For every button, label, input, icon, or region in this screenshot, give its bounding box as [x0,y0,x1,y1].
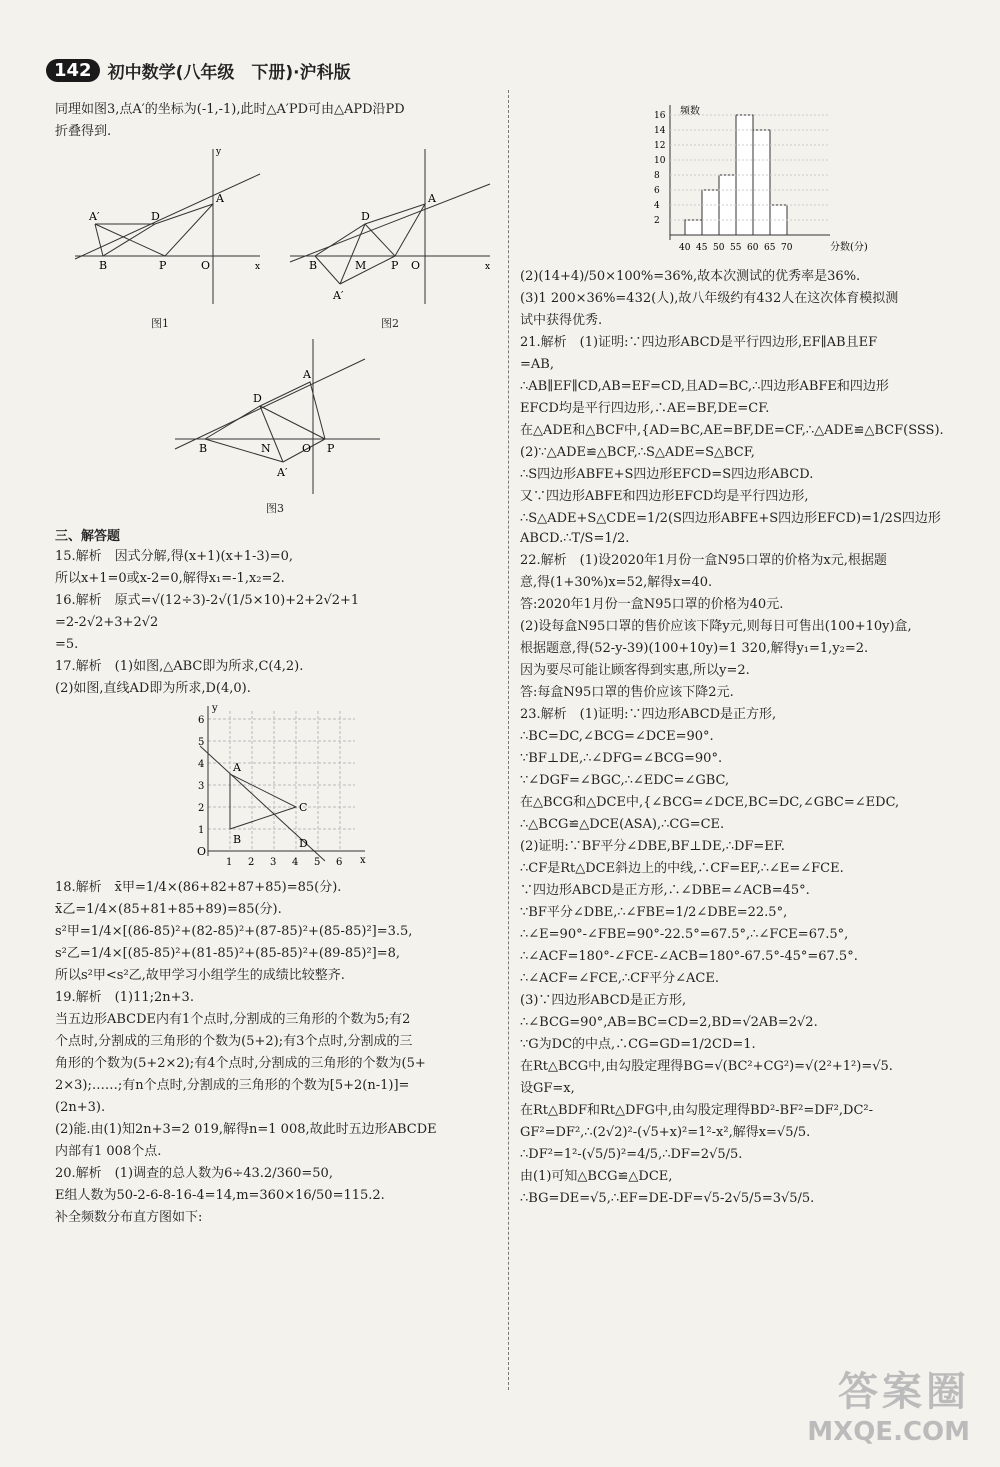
right-column [520,100,970,1211]
q22-line: 根据题意,得(52-y-39)(100+10y)=1 320,解得y₁=1,y₂=2. [520,641,869,656]
q21-line: ∴S△ADE+S△CDE=1/2(S四边形ABFE+S四边形EFCD)=1/2S四边形ABCD.∴T/S=1/2. [520,511,941,546]
svg-text:M: M [355,259,367,272]
section-heading: 三、解答题 [55,529,121,544]
q22-line: 因为要尽可能让顾客得到实惠,所以y=2. [520,663,750,678]
q22-line: 22.解析 (1)设2020年1月份一盒N95口罩的价格为x元,根据题 [520,553,887,568]
y-tick: 2 [198,803,205,814]
hist-bar [753,130,770,235]
hist-x-tick: 50 [713,243,725,253]
svg-text:N: N [261,442,271,455]
y-tick: 5 [198,737,205,748]
hist-x-tick: 55 [730,243,742,253]
q19-line: (2)能.由(1)知2n+3=2 019,解得n=1 008,故此时五边形ABCDE [55,1122,437,1137]
q19-line: 2×3);……;有n个点时,分割成的三角形的个数为[5+2(n-1)]= [55,1078,410,1093]
hist-bar [702,190,719,235]
q22-line: (2)设每盒N95口罩的售价应该下降y元,则每日可售出(100+10y)盒, [520,619,912,634]
hist-x-tick: 60 [747,243,759,253]
point-a: A [233,761,241,774]
q15-line: 15.解析 因式分解,得(x+1)(x+1-3)=0, [55,549,294,564]
q23-line: 23.解析 (1)证明:∵四边形ABCD是正方形, [520,707,777,722]
q19-line: 个点时,分割成的三角形的个数为(5+2);有3个点时,分割成的三 [55,1034,413,1049]
grid-figure [195,701,495,878]
svg-text:B: B [199,442,208,455]
q23-line: 在Rt△BDF和Rt△DFG中,由勾股定理得BD²-BF²=DF²,DC²- [520,1103,873,1118]
hist-y-tick: 12 [654,141,666,151]
q19-line: 19.解析 (1)11;2n+3. [55,990,194,1005]
x-axis-label: x [360,855,366,866]
q23-line: ∵BF平分∠DBE,∴∠FBE=1/2∠DBE=22.5°, [520,905,788,920]
q18-line: 所以s²甲<s²乙,故甲学习小组学生的成绩比较整齐. [55,968,345,983]
hist-x-tick: 40 [679,243,691,253]
hist-y-tick: 10 [654,156,666,166]
q22-line: 答:每盒N95口罩的售价应该下降2元. [520,685,734,700]
q23-line: ∴∠ACF=∠FCE,∴CF平分∠ACE. [520,971,719,986]
q18-line: s²甲=1/4×[(86-85)²+(82-85)²+(87-85)²+(85-85)²]=3.5, [55,924,413,939]
q20b-line: (3)1 200×36%=432(人),故八年级约有432人在这次体育模拟测 [520,291,899,306]
x-tick: 1 [226,857,233,868]
q16-line: =2-2√2+3+2√2 [55,615,159,630]
q23-line: ∵∠DGF=∠BGC,∴∠EDC=∠GBC, [520,773,730,788]
x-tick: 6 [336,857,343,868]
q20b-line: (2)(14+4)/50×100%=36%,故本次测试的优秀率是36%. [520,269,861,284]
y-axis-label: y [212,703,218,714]
q23-line: ∵BF⊥DE,∴∠DFG=∠BCG=90°. [520,751,723,766]
q20-line: 补全频数分布直方图如下: [55,1210,203,1225]
q21-line: EFCD均是平行四边形,∴AE=BF,DE=CF. [520,401,770,416]
q23-line: ∴△BCG≌△DCE(ASA),∴CG=CE. [520,817,725,832]
watermark-logo-text: 答案圈 [838,1369,970,1415]
hist-x-tick: 70 [781,243,793,253]
figure-2-caption: 图2 [381,317,399,330]
q19-line: (2n+3). [55,1100,106,1115]
q19-line: 角形的个数为(5+2×2);有4个点时,分割成的三角形的个数为(5+ [55,1056,426,1071]
intro-line: 同理如图3,点A′的坐标为(-1,-1),此时△A′PD可由△APD沿PD [55,102,405,117]
hist-x-label: 分数(分) [830,242,868,253]
intro-line: 折叠得到. [55,124,112,139]
q21-line: ∴S四边形ABFE+S四边形EFCD=S四边形ABCD. [520,467,814,482]
q21-line: 在△ADE和△BCF中,{AD=BC,AE=BF,DE=CF,∴△ADE≌△BCF(SSS). [520,423,944,438]
figure-2 [285,144,495,334]
q17-line: (2)如图,直线AD即为所求,D(4,0). [55,681,251,696]
hist-y-tick: 2 [654,216,660,226]
x-tick: 3 [270,857,277,868]
figure-1-diagram [55,144,265,314]
q23-line: (2)证明:∵BF平分∠DBE,BF⊥DE,∴DF=EF. [520,839,785,854]
svg-text:O: O [411,259,421,272]
q18-line: 18.解析 x̄甲=1/4×(86+82+87+85)=85(分). [55,880,342,895]
point-b: B [233,833,242,846]
q21-line: 21.解析 (1)证明:∵四边形ABCD是平行四边形,EF∥AB且EF [520,335,878,350]
svg-text:A: A [216,192,224,205]
x-tick: 2 [248,857,255,868]
q23-line: 设GF=x, [520,1081,575,1096]
svg-text:D: D [151,210,160,223]
figure-1 [55,144,265,334]
hist-y-tick: 6 [654,186,660,196]
q23-line: ∵G为DC的中点,∴CG=GD=1/2CD=1. [520,1037,756,1052]
q22-line: 意,得(1+30%)x=52,解得x=40. [520,575,713,590]
svg-text:B: B [309,259,318,272]
svg-text:D: D [361,210,370,223]
hist-y-tick: 16 [654,111,666,121]
x-tick: 5 [314,857,321,868]
hist-y-tick: 4 [654,201,660,211]
q23-line: ∴BG=DE=√5,∴EF=DE-DF=√5-2√5/5=3√5/5. [520,1191,815,1206]
q21-line: (2)∵△ADE≌△BCF,∴S△ADE=S△BCF, [520,445,755,460]
point-d: D [299,837,308,850]
svg-text:A: A [428,192,436,205]
q15-line: 所以x+1=0或x-2=0,解得x₁=-1,x₂=2. [55,571,285,586]
q20-line: 20.解析 (1)调查的总人数为6÷43.2/360=50, [55,1166,333,1181]
svg-text:x: x [255,262,261,272]
svg-text:P: P [327,442,335,455]
q21-line: 又∵四边形ABFE和四边形EFCD均是平行四边形, [520,489,809,504]
q23-line: (3)∵四边形ABCD是正方形, [520,993,687,1008]
hist-x-tick: 65 [764,243,776,253]
svg-text:x: x [485,262,491,272]
figure-2-diagram [285,144,495,314]
q21-line: =AB, [520,357,554,372]
q23-line: ∴∠E=90°-∠FBE=90°-22.5°=67.5°,∴∠FCE=67.5°, [520,927,849,942]
svg-text:O: O [302,442,312,455]
q23-line: 由(1)可知△BCG≌△DCE, [520,1169,673,1184]
coordinate-grid [195,701,375,871]
q23-line: ∴∠ACF=180°-∠FCE-∠ACB=180°-67.5°-45°=67.5°. [520,949,858,964]
hist-y-label: 频数 [680,106,700,117]
svg-text:A: A [303,368,311,381]
q22-line: 答:2020年1月份一盒N95口罩的价格为40元. [520,597,784,612]
book-title: 初中数学(八年级 下册)·沪科版 [107,63,351,83]
figure-1-caption: 图1 [151,317,169,330]
hist-y-tick: 14 [654,126,666,136]
svg-text:A′: A′ [89,210,100,223]
svg-text:B: B [99,259,108,272]
q20b-line: 试中获得优秀. [520,313,603,328]
q23-line: GF²=DF²,∴(2√2)²-(√5+x)²=1²-x²,解得x=√5/5. [520,1125,811,1140]
y-tick: 4 [198,759,205,770]
q16-line: =5. [55,637,79,652]
figure-3-diagram [165,334,385,499]
point-c: C [299,801,308,814]
y-tick: 3 [198,781,205,792]
q17-line: 17.解析 (1)如图,△ABC即为所求,C(4,2). [55,659,304,674]
watermark-url: MXQE.COM [807,1417,970,1447]
q19-line: 内部有1 008个点. [55,1144,162,1159]
column-divider [508,90,509,1390]
q23-line: ∴CF是Rt△DCE斜边上的中线,∴CF=EF,∴∠E=∠FCE. [520,861,844,876]
page-header [46,58,351,83]
hist-bar [685,220,702,235]
svg-text:P: P [159,259,167,272]
q23-line: 在Rt△BCG中,由勾股定理得BG=√(BC²+CG²)=√(2²+1²)=√5. [520,1059,893,1074]
q23-line: ∴DF²=1²-(√5/5)²=4/5,∴DF=2√5/5. [520,1147,743,1162]
figure-3 [165,334,495,519]
svg-text:A′: A′ [277,466,288,479]
svg-text:A′: A′ [333,289,344,302]
svg-text:y: y [216,147,222,157]
y-tick: 6 [198,715,205,726]
q16-line: 16.解析 原式=√(12÷3)-2√(1/5×10)+2+2√2+1 [55,593,360,608]
q23-line: ∴∠BCG=90°,AB=BC=CD=2,BD=√2AB=2√2. [520,1015,818,1030]
q23-line: 在△BCG和△DCE中,{∠BCG=∠DCE,BC=DC,∠GBC=∠EDC, [520,795,900,810]
svg-text:O: O [201,259,211,272]
q18-line: x̄乙=1/4×(85+81+85+89)=85(分). [55,902,282,917]
q20-line: E组人数为50-2-6-8-16-4=14,m=360×16/50=115.2. [55,1188,385,1203]
q21-line: ∴AB∥EF∥CD,AB=EF=CD,且AD=BC,∴四边形ABFE和四边形 [520,379,889,394]
svg-text:P: P [391,259,399,272]
hist-y-tick: 8 [654,171,660,181]
figure-3-caption: 图3 [266,502,284,515]
left-column [55,100,495,1230]
q18-line: s²乙=1/4×[(85-85)²+(81-85)²+(85-85)²+(89-85)²]=8, [55,946,401,961]
q23-line: ∴BC=DC,∠BCG=∠DCE=90°. [520,729,714,744]
x-tick: 4 [292,857,299,868]
histogram [630,100,890,260]
y-tick: 1 [198,825,205,836]
origin-label: O [197,845,207,858]
page-number: 142 [46,59,100,82]
hist-x-tick: 45 [696,243,708,253]
figure-row [55,144,495,334]
svg-text:D: D [253,392,262,405]
q19-line: 当五边形ABCDE内有1个点时,分割成的三角形的个数为5;有2 [55,1012,411,1027]
q23-line: ∵四边形ABCD是正方形,∴∠DBE=∠ACB=45°. [520,883,810,898]
watermark [807,1360,970,1447]
